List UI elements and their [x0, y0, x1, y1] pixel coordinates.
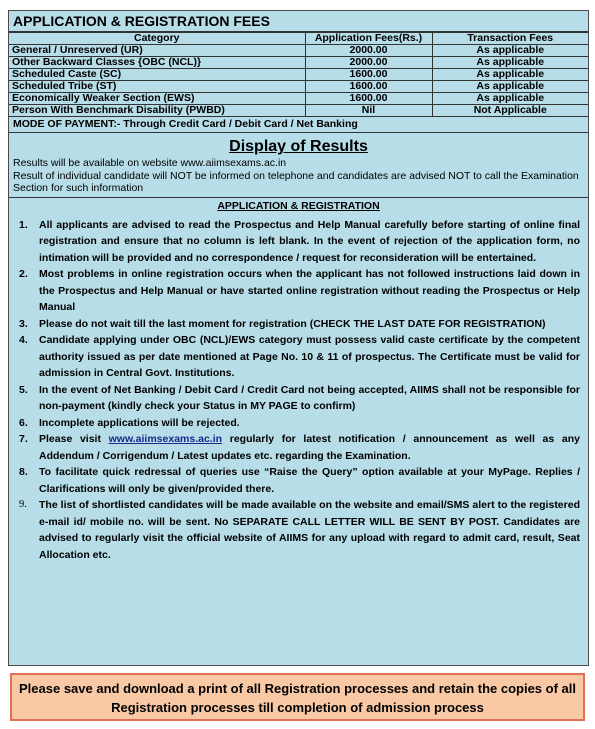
table-row [9, 69, 588, 81]
table-row [9, 93, 588, 105]
item-number: 5. [19, 383, 28, 396]
category-cell: Scheduled Tribe (ST) [9, 81, 305, 93]
aiims-website-link[interactable]: www.aiimsexams.ac.in [108, 433, 223, 445]
fees-table-header [9, 33, 588, 45]
item-text: Candidate applying under OBC (NCL)/EWS category must possess valid caste certificate by the competent authority issued as per date mentioned at Page No. 10 & 11 of prospectus. The Certificate must be valid for admission in Central Govt. Institutions. [39, 334, 580, 379]
header-application-fees: Application Fees(Rs.) [305, 33, 432, 45]
item-number: 4. [19, 334, 28, 346]
list-item [9, 217, 588, 267]
item-text-suffix: regularly for latest notification / announcement as well as any Addendum / Corrigendum / Latest updates etc. regarding the Examination. [39, 433, 580, 462]
results-website-prefix: Results will be available on website [13, 157, 181, 169]
list-item [9, 431, 588, 464]
item-text [39, 431, 580, 464]
table-row [9, 105, 588, 117]
list-item [9, 464, 588, 497]
fees-table [9, 32, 588, 117]
list-item [9, 415, 588, 432]
item-number: 2. [19, 268, 28, 280]
table-row [9, 45, 588, 57]
fee-cell: Nil [305, 105, 432, 117]
list-item [9, 497, 588, 563]
item-number: 3. [19, 317, 28, 330]
item-text: Most problems in online registration occurs when the applicant has not followed instructions laid down in the Prospectus and Help Manual or have started online registration without reading the Prospectus or Help Manual [39, 268, 580, 313]
registration-list [9, 217, 588, 564]
item-text: Incomplete applications will be rejected. [39, 416, 240, 429]
category-cell: Economically Weaker Section (EWS) [9, 93, 305, 105]
transaction-cell: As applicable [432, 93, 588, 105]
item-number: 8. [19, 466, 28, 478]
item-number: 6. [19, 416, 28, 429]
item-text: In the event of Net Banking / Debit Card / Credit Card not being accepted, AIIMS shall not be responsible for non-payment (kindly check your Status in MY PAGE to confirm) [39, 383, 580, 412]
header-transaction-fees: Transaction Fees [432, 33, 588, 45]
results-website-url: www.aiimsexams.ac.in [180, 157, 287, 169]
table-row [9, 81, 588, 93]
fees-section-title: APPLICATION & REGISTRATION FEES [9, 11, 588, 32]
category-cell: Other Backward Classes {OBC (NCL)} [9, 57, 305, 69]
transaction-cell: As applicable [432, 69, 588, 81]
transaction-cell: As applicable [432, 57, 588, 69]
item-text: The list of shortlisted candidates will be made available on the website and email/SMS alert to the registered e-mail id/ mobile no. will be sent. No SEPARATE CALL LETTER WILL BE SENT BY POST. Candidates are advised to regularly visit the official website of AIIMS for any upload with regard to admit card, result, Seat Allocation etc. [39, 499, 580, 561]
results-line-website [9, 157, 588, 170]
item-number: 9. [19, 499, 27, 510]
info-panel [8, 10, 589, 666]
category-cell: Scheduled Caste (SC) [9, 69, 305, 81]
list-item [9, 382, 588, 415]
fee-cell: 1600.00 [305, 69, 432, 81]
results-title: Display of Results [229, 138, 368, 155]
fee-cell: 2000.00 [305, 57, 432, 69]
item-number: 1. [19, 218, 28, 231]
item-text: Please do not wait till the last moment for registration (CHECK THE LAST DATE FOR REGISTRATION) [39, 317, 546, 330]
footer-notice: Please save and download a print of all Registration processes and retain the copies of all Registration processes till completion of admission process [10, 673, 585, 721]
list-item [9, 332, 588, 382]
item-text: To facilitate quick redressal of queries use “Raise the Query” option available at your MyPage. Replies / Clarifications will only be given/provided there. [39, 466, 580, 495]
item-text-prefix: Please visit [39, 433, 109, 445]
fee-cell: 1600.00 [305, 81, 432, 93]
transaction-cell: As applicable [432, 81, 588, 93]
results-line-notice: Result of individual candidate will NOT be informed on telephone and candidates are advised NOT to call the Examination Section for such information [13, 169, 579, 194]
list-item [9, 316, 588, 333]
transaction-cell: As applicable [432, 45, 588, 57]
fee-cell: 1600.00 [305, 93, 432, 105]
fee-cell: 2000.00 [305, 45, 432, 57]
category-cell: General / Unreserved (UR) [9, 45, 305, 57]
item-number: 7. [19, 433, 28, 445]
payment-mode: MODE OF PAYMENT:- Through Credit Card / Debit Card / Net Banking [9, 117, 588, 133]
item-text: All applicants are advised to read the Prospectus and Help Manual carefully before starting of online final registration and ensure that no column is left blank. In the event of rejection of the application form, no intimation will be provided and no correspondence / request for reconsideration will be entertained. [39, 218, 580, 264]
list-item [9, 266, 588, 316]
header-category: Category [9, 33, 305, 45]
transaction-cell: Not Applicable [432, 105, 588, 117]
category-cell: Person With Benchmark Disability (PWBD) [9, 105, 305, 117]
registration-title: APPLICATION & REGISTRATION [9, 197, 588, 213]
table-row [9, 57, 588, 69]
